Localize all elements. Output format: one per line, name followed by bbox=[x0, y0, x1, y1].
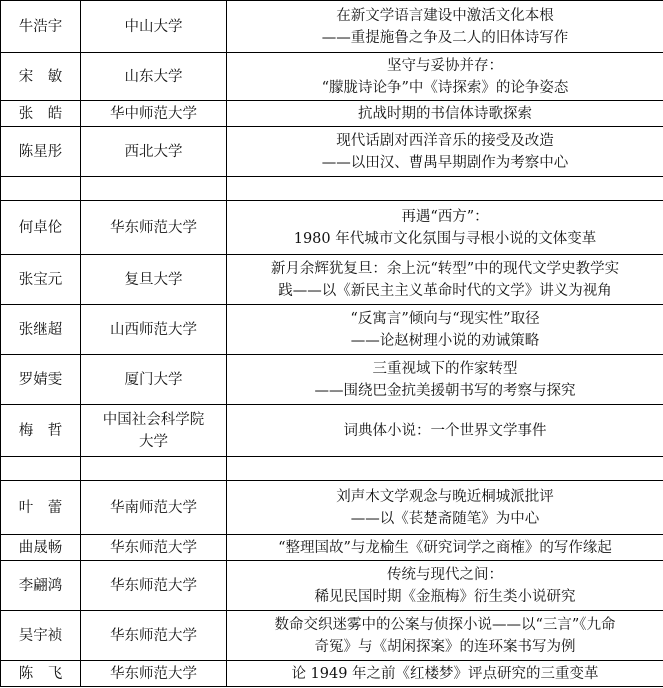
title-line: ——围绕巴金抗美援朝书写的考察与探究 bbox=[314, 382, 576, 399]
title-line: 传统与现代之间： bbox=[387, 566, 503, 583]
title-line: 奇冤》与《胡闲探案》的连环案书写为例 bbox=[314, 638, 576, 655]
university-line: 大学 bbox=[139, 433, 168, 450]
name-cell: 张宝元 bbox=[1, 255, 81, 305]
title-line: 论 1949 年之前《红楼梦》评点研究的三重变革 bbox=[291, 665, 599, 682]
university-cell: 华东师范大学 bbox=[81, 201, 227, 255]
title-cell bbox=[227, 101, 663, 127]
university-cell: 中山大学 bbox=[81, 1, 227, 53]
title-cell bbox=[227, 201, 663, 255]
university-cell: 山东大学 bbox=[81, 53, 227, 101]
title-line: 现代话剧对西洋音乐的接受及改造 bbox=[336, 132, 554, 149]
name-cell: 陈 飞 bbox=[1, 661, 81, 687]
empty-cell bbox=[81, 177, 227, 201]
table-row bbox=[1, 1, 663, 53]
table-row bbox=[1, 255, 663, 305]
empty-row bbox=[1, 177, 663, 201]
university-cell: 厦门大学 bbox=[81, 355, 227, 405]
title-cell bbox=[227, 535, 663, 561]
title-line: 再遇“西方”： bbox=[401, 208, 489, 225]
name-cell: 叶 蕾 bbox=[1, 481, 81, 535]
name-cell: 吴宇祯 bbox=[1, 611, 81, 661]
university-cell: 华东师范大学 bbox=[81, 561, 227, 611]
title-cell bbox=[227, 355, 663, 405]
empty-cell bbox=[227, 177, 663, 201]
title-cell bbox=[227, 611, 663, 661]
name-cell: 张继超 bbox=[1, 305, 81, 355]
title-line: 抗战时期的书信体诗歌探索 bbox=[358, 105, 532, 122]
title-line: 新月余辉犹复旦：余上沅“转型”中的现代文学史教学实 bbox=[270, 260, 620, 277]
title-cell bbox=[227, 127, 663, 177]
empty-cell bbox=[81, 457, 227, 481]
empty-cell bbox=[227, 457, 663, 481]
name-cell: 牛浩宇 bbox=[1, 1, 81, 53]
university-cell: 西北大学 bbox=[81, 127, 227, 177]
title-line: 三重视域下的作家转型 bbox=[372, 360, 518, 377]
title-line: ——以田汉、曹禺早期剧作为考察中心 bbox=[321, 154, 569, 171]
name-cell: 曲晟畅 bbox=[1, 535, 81, 561]
title-cell bbox=[227, 53, 663, 101]
university-cell: 复旦大学 bbox=[81, 255, 227, 305]
university-line: 中国社会科学院 bbox=[102, 411, 205, 428]
table-row bbox=[1, 561, 663, 611]
university-cell: 山西师范大学 bbox=[81, 305, 227, 355]
name-cell: 张 皓 bbox=[1, 101, 81, 127]
university-cell: 华东师范大学 bbox=[81, 611, 227, 661]
name-cell: 何卓伦 bbox=[1, 201, 81, 255]
empty-cell bbox=[1, 457, 81, 481]
table-row bbox=[1, 661, 663, 687]
title-line: 1980 年代城市文化氛围与寻根小说的文体变革 bbox=[293, 230, 597, 247]
title-cell bbox=[227, 481, 663, 535]
university-cell: 华南师范大学 bbox=[81, 481, 227, 535]
title-line: 稀见民国时期《金瓶梅》衍生类小说研究 bbox=[314, 588, 576, 605]
title-line: 坚守与妥协并存： bbox=[387, 57, 503, 74]
title-line: 刘声木文学观念与晚近桐城派批评 bbox=[336, 488, 554, 505]
table-row bbox=[1, 127, 663, 177]
table-row bbox=[1, 53, 663, 101]
title-cell bbox=[227, 305, 663, 355]
university-cell: 华东师范大学 bbox=[81, 661, 227, 687]
table-row bbox=[1, 481, 663, 535]
title-line: ——以《苌楚斋随笔》为中心 bbox=[350, 510, 540, 527]
title-line: 词典体小说：一个世界文学事件 bbox=[343, 422, 547, 439]
empty-row bbox=[1, 457, 663, 481]
title-line: ——论赵树理小说的劝诫策略 bbox=[350, 332, 540, 349]
title-cell bbox=[227, 405, 663, 457]
title-line: 数命交织迷雾中的公案与侦探小说——以“三言”《九命 bbox=[274, 616, 616, 633]
table-row bbox=[1, 405, 663, 457]
table-row bbox=[1, 201, 663, 255]
table-row bbox=[1, 101, 663, 127]
title-cell bbox=[227, 661, 663, 687]
title-line: “整理国故”与龙榆生《研究词学之商榷》的写作缘起 bbox=[278, 539, 612, 556]
table-row bbox=[1, 535, 663, 561]
title-line: 在新文学语言建设中激活文化本根 bbox=[336, 7, 554, 24]
name-cell: 李翩鸿 bbox=[1, 561, 81, 611]
name-cell: 梅 哲 bbox=[1, 405, 81, 457]
title-line: ——重提施鲁之争及二人的旧体诗写作 bbox=[321, 29, 569, 46]
table-row bbox=[1, 355, 663, 405]
title-cell bbox=[227, 255, 663, 305]
name-cell: 宋 敏 bbox=[1, 53, 81, 101]
title-cell bbox=[227, 561, 663, 611]
name-cell: 罗婧雯 bbox=[1, 355, 81, 405]
table-row bbox=[1, 611, 663, 661]
title-line: “朦胧诗论争”中《诗探索》的论争姿态 bbox=[321, 79, 569, 96]
empty-cell bbox=[1, 177, 81, 201]
table-row bbox=[1, 305, 663, 355]
university-cell: 华东师范大学 bbox=[81, 535, 227, 561]
title-cell bbox=[227, 1, 663, 53]
title-line: 践——以《新民主主义革命时代的文学》讲义为视角 bbox=[278, 282, 612, 299]
name-cell: 陈星彤 bbox=[1, 127, 81, 177]
title-line: “反寓言”倾向与“现实性”取径 bbox=[350, 310, 540, 327]
university-cell bbox=[81, 405, 227, 457]
university-cell: 华中师范大学 bbox=[81, 101, 227, 127]
